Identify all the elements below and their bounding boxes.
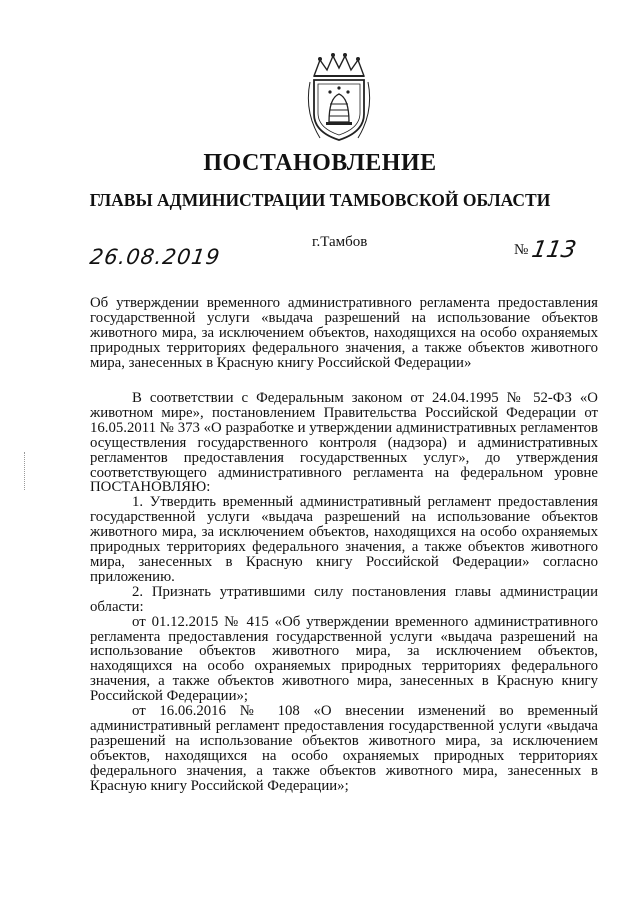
tambov-coat-of-arms-icon bbox=[300, 52, 378, 144]
number-label: № bbox=[514, 242, 529, 258]
paragraph-preamble: В соответствии с Федеральным законом от 24.04.1995 № 52-ФЗ «О животном мире», постановлением Правительства Российской Федерации от 16.05.2011 № 373 «О разработке и утверждении административных регламентов осуществления государственного контроля (надзора) и административных регламентов предоставления государственных услуг», до утверждения соответствующего административного регламента на федеральном уровне ПОСТАНОВЛЯЮ: bbox=[90, 390, 598, 496]
margin-mark bbox=[24, 452, 26, 490]
paragraph-item-2: 2. Признать утратившими силу постановления главы администрации области: bbox=[90, 583, 598, 615]
paragraph-repealed-2: от 16.06.2016 № 108 «О внесении изменений во временный административный регламент предоставления государственной услуги «выдача разрешений на использование объектов животного мира, за исключением объектов, находящихся на особо охраняемых природных территориях федерального значения, а также объектов животного мира, занесенных в Красную книгу Российской Федерации»; bbox=[90, 703, 598, 794]
document-date: 26.08.2019 bbox=[88, 245, 222, 269]
document-body bbox=[90, 391, 598, 793]
document-subject: Об утверждении временного административного регламента предоставления государственной услуги «выдача разрешений на использование объектов животного мира, за исключением объектов, находящихся на особо охраняемых природных территориях федерального значения, а также объектов животного мира, занесенных в Красную книгу Российской Федерации» bbox=[90, 295, 598, 371]
number-value: 113 bbox=[530, 237, 579, 263]
paragraph-repealed-1: от 01.12.2015 № 415 «Об утверждении временного административного регламента предоставления государственной услуги «выдача разрешений на использование объектов животного мира, за исключением объектов, находящихся на особо охраняемых природных территориях федерального значения, а также объектов животного мира, занесенных в Красную книгу Российской Федерации»; bbox=[90, 613, 598, 705]
document-city: г.Тамбов bbox=[312, 234, 368, 250]
document-title: ПОСТАНОВЛЕНИЕ bbox=[203, 150, 437, 176]
document-subtitle: ГЛАВЫ АДМИНИСТРАЦИИ ТАМБОВСКОЙ ОБЛАСТИ bbox=[89, 190, 551, 210]
paragraph-item-1: 1. Утвердить временный административный регламент предоставления государственной услуги «выдача разрешений на использование объектов животного мира, за исключением объектов, находящихся на особо охраняемых природных территориях федерального значения, а также объектов животного мира, занесенных в Красную книгу Российской Федерации» согласно приложению. bbox=[90, 494, 598, 585]
document-number bbox=[514, 234, 579, 263]
